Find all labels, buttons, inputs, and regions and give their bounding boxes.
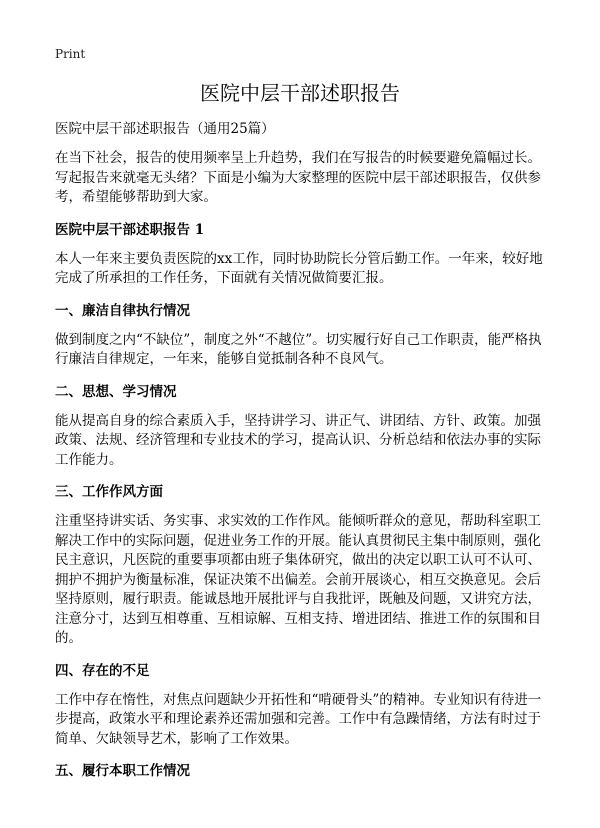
document-title: 医院中层干部述职报告: [200, 81, 400, 105]
document-subtitle: 医院中层干部述职报告（通用25篇）: [55, 121, 275, 137]
section-body-shortcomings: 工作中存在惰性，对焦点问题缺少开拓性和“啃硬骨头”的精神。专业知识有待进一步提高，政策水平和理论素养还需加强和完善。工作中有急躁情绪，方法有时过于简单、欠缺领导艺术，影响了工作效果。: [55, 691, 542, 747]
section-heading-integrity: 一、廉洁自律执行情况: [55, 302, 190, 319]
document-body: [55, 119, 550, 791]
section-heading-study: 二、思想、学习情况: [55, 383, 177, 400]
section-body-work-style: 注重坚持讲实话、务实事、求实效的工作作风。能倾听群众的意见，帮助科室职工解决工作中的实际问题，促进业务工作的开展。能认真贯彻民主集中制原则，强化民主意识，凡医院的重要事项都由班子集体研究，做出的决定以职工认可不认可、拥护不拥护为衡量标准，保证决策不出偏差。会前开展谈心，相互交换意见。会后坚持原则，履行职责。能诚恳地开展批评与自我批评，既触及问题，又讲究方法，注意分寸，达到互相尊重、互相谅解、互相支持、增进团结、推进工作的氛围和目的。: [55, 513, 541, 646]
section-heading-duties: 五、履行本职工作情况: [55, 763, 190, 779]
section-body-integrity: 做到制度之内“不缺位”，制度之外“不越位”。切实履行好自己工作职责，能严格执行廉洁自律规定，一年来，能够自觉抵制各种不良风气。: [55, 331, 542, 367]
intro-paragraph: 在当下社会，报告的使用频率呈上升趋势，我们在写报告的时候要避免篇幅过长。写起报告来就毫无头绪？下面是小编为大家整理的医院中层干部述职报告，仅供参考，希望能够帮助到大家。: [55, 150, 541, 205]
opening-paragraph: 本人一年来主要负责医院的xx工作，同时协助院长分管后勤工作。一年来，较好地完成了所承担的工作任务，下面就有关情况做简要汇报。: [55, 250, 543, 286]
report-section-title: 医院中层干部述职报告 1: [55, 221, 205, 238]
section-heading-work-style: 三、工作作风方面: [55, 484, 163, 500]
section-heading-shortcomings: 四、存在的不足: [55, 662, 150, 679]
section-body-study: 能从提高自身的综合素质入手，坚持讲学习、讲正气、讲团结、方针、政策。加强政策、法规、经济管理和专业技术的学习，提高认识、分析总结和依法办事的实际工作能力。: [55, 412, 541, 468]
print-link[interactable]: Print: [55, 47, 86, 61]
